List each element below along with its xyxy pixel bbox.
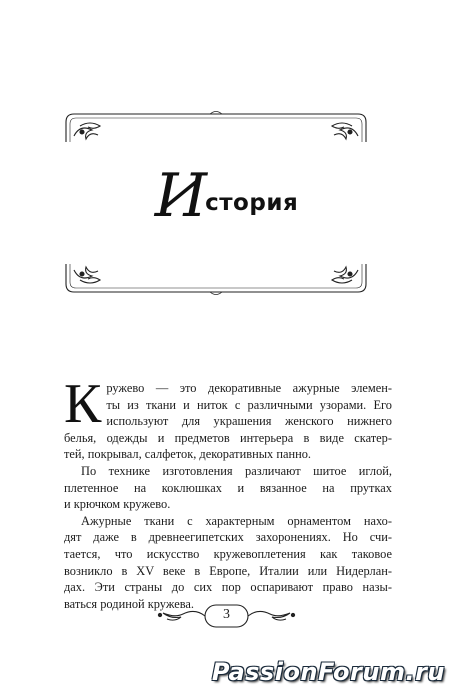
text-line: используют для украшения женского нижнего (106, 414, 392, 429)
paragraph-1 (64, 373, 392, 463)
text-line: тей, покрывал, салфеток, декоративных панно. (64, 447, 312, 462)
text-line: возникло в XV веке в Европе, Италии или Нидерлан- (64, 563, 392, 578)
text-line: дах. Эти страны до сих пор оспаривают право назы- (64, 580, 392, 595)
body-text (64, 373, 392, 612)
title-frame-bottom (60, 262, 372, 298)
page-number: 3 (223, 607, 230, 622)
text-line: ружево — это декоративные ажурные элемен- (106, 381, 392, 395)
paragraph-3 (64, 513, 392, 613)
paragraph-2 (64, 463, 392, 513)
drop-cap: К (64, 373, 102, 435)
text-line: белья, одежды и предметов интерьера в виде скатер- (64, 430, 392, 445)
text-line: и крючком кружево. (64, 497, 171, 512)
corner-flourish-icon (60, 108, 372, 144)
text-line: ты из ткани и ниток с различными узорами. Его (106, 397, 392, 412)
text-line: плетенное на коклюшках и вязанное на прутках (64, 480, 392, 495)
text-line: ваться родиной кружева. (64, 596, 195, 611)
text-line: дят даже в древнеегипетских захоронениях. Но счи- (64, 530, 392, 545)
chapter-title (0, 161, 453, 231)
chapter-title-initial: И (154, 161, 206, 231)
text-line: Ажурные ткани с характерным орнаментом нахо- (81, 513, 392, 528)
watermark-text: PassionForum.ru (211, 658, 445, 686)
text-line: тается, что искусство кружевоплетения как таковое (64, 546, 392, 561)
chapter-title-rest: стория (205, 190, 299, 216)
text-line: По технике изготовления различают шитое иглой, (81, 463, 392, 478)
title-frame-top (60, 108, 372, 144)
corner-flourish-icon (60, 262, 372, 298)
